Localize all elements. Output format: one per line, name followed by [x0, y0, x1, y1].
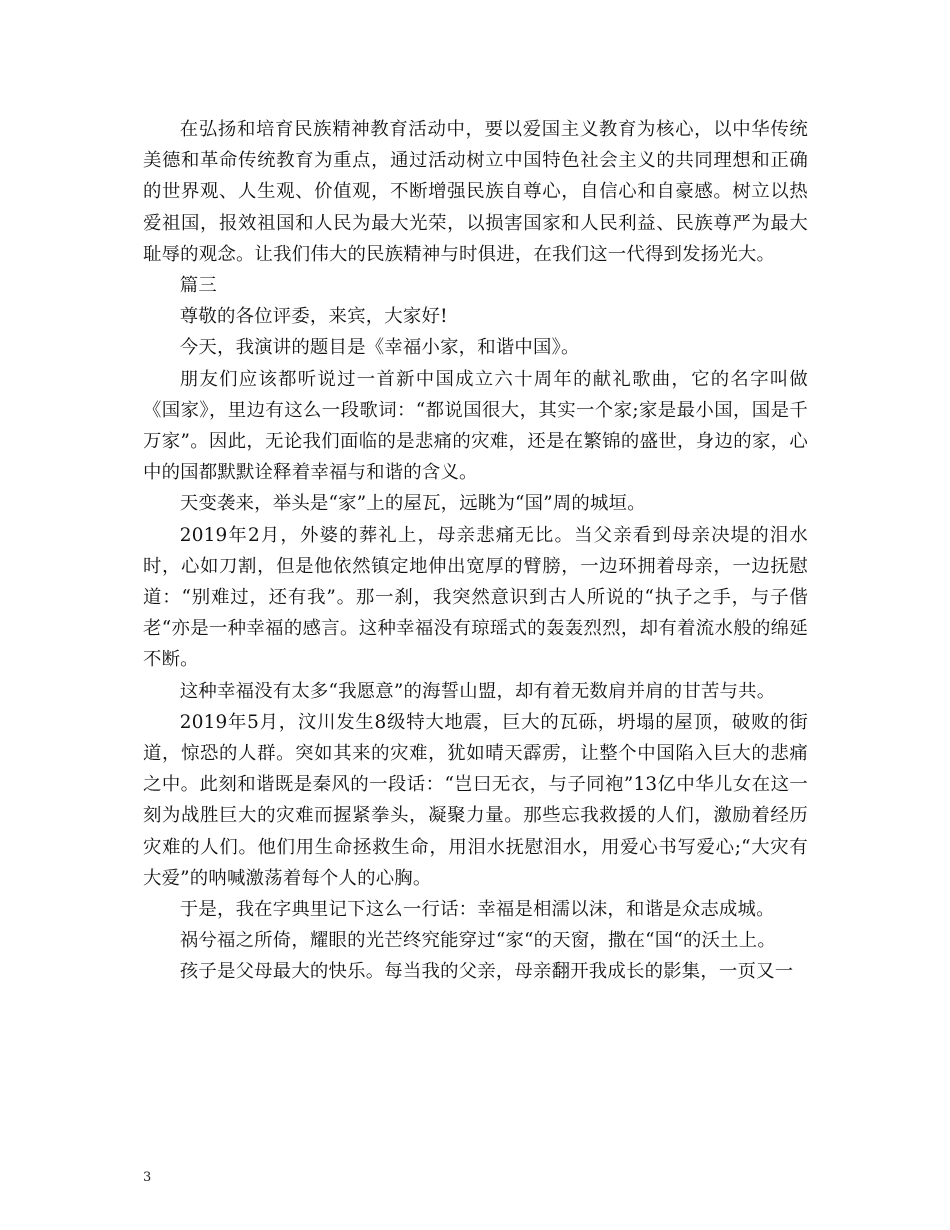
paragraph-speech-title: 今天，我演讲的题目是《幸福小家，和谐中国》。: [179, 337, 580, 359]
document-body: [143, 114, 808, 988]
paragraph-vows: 这种幸福没有太多“我愿意”的海誓山盟，却有着无数肩并肩的甘苦与共。: [179, 680, 776, 702]
paragraph-dictionary: 于是，我在字典里记下这么一行话：幸福是相濡以沫，和谐是众志成城。: [179, 899, 775, 921]
paragraph-funeral: 2019年2月，外婆的葬礼上，母亲悲痛无比。当父亲看到母亲决堤的泪水时，心如刀割，但是他依然镇定地伸出宽厚的臂膀，一边环拥着母亲，一边抚慰道：“别难过，还有我”。那一刹，我突然意识到古人所说的“执子之手，与子偕老“亦是一种幸福的感言。这种幸福没有琼瑶式的轰轰烈烈，却有着流水般的绵延不断。: [143, 524, 808, 671]
paragraph-fortune: 祸兮福之所倚，耀眼的光芒终究能穿过“家“的天窗，撒在“国“的沃土上。: [179, 930, 776, 952]
paragraph-disaster: 天变袭来，举头是“家”上的屋瓦，远眺为“国”周的城垣。: [179, 493, 646, 515]
paragraph-song: 朋友们应该都听说过一首新中国成立六十周年的献礼歌曲，它的名字叫做《国家》，里边有这么一段歌词：“都说国很大，其实一个家;家是最小国，国是千万家”。因此，无论我们面临的是悲痛的灾难，还是在繁锦的盛世，身边的家，心中的国都默默诠释着幸福与和谐的含义。: [143, 368, 808, 484]
page-number: 3: [143, 1170, 152, 1185]
section-heading: 篇三: [179, 275, 217, 297]
paragraph-children: 孩子是父母最大的快乐。每当我的父亲，母亲翻开我成长的影集，一页又一: [179, 961, 794, 983]
paragraph-patriotism: 在弘扬和培育民族精神教育活动中，要以爱国主义教育为核心，以中华传统美德和革命传统教育为重点，通过活动树立中国特色社会主义的共同理想和正确的世界观、人生观、价值观，不断增强民族自尊心，自信心和自豪感。树立以热爱祖国，报效祖国和人民为最大光荣，以损害国家和人民利益、民族尊严为最大耻辱的观念。让我们伟大的民族精神与时俱进，在我们这一代得到发扬光大。: [143, 119, 808, 265]
paragraph-earthquake: 2019年5月，汶川发生8级特大地震，巨大的瓦砾，坍塌的屋顶，破败的街道，惊恐的人群。突如其来的灾难，犹如晴天霹雳，让整个中国陷入巨大的悲痛之中。此刻和谐既是秦风的一段话：“岂曰无衣，与子同袍”13亿中华儿女在这一刻为战胜巨大的灾难而握紧拳头，凝聚力量。那些忘我救援的人们，激励着经历灾难的人们。他们用生命拯救生命，用泪水抚慰泪水，用爱心书写爱心;“大灾有大爱”的呐喊激荡着每个人的心胸。: [143, 711, 808, 889]
paragraph-greeting: 尊敬的各位评委，来宾，大家好!: [179, 306, 448, 328]
